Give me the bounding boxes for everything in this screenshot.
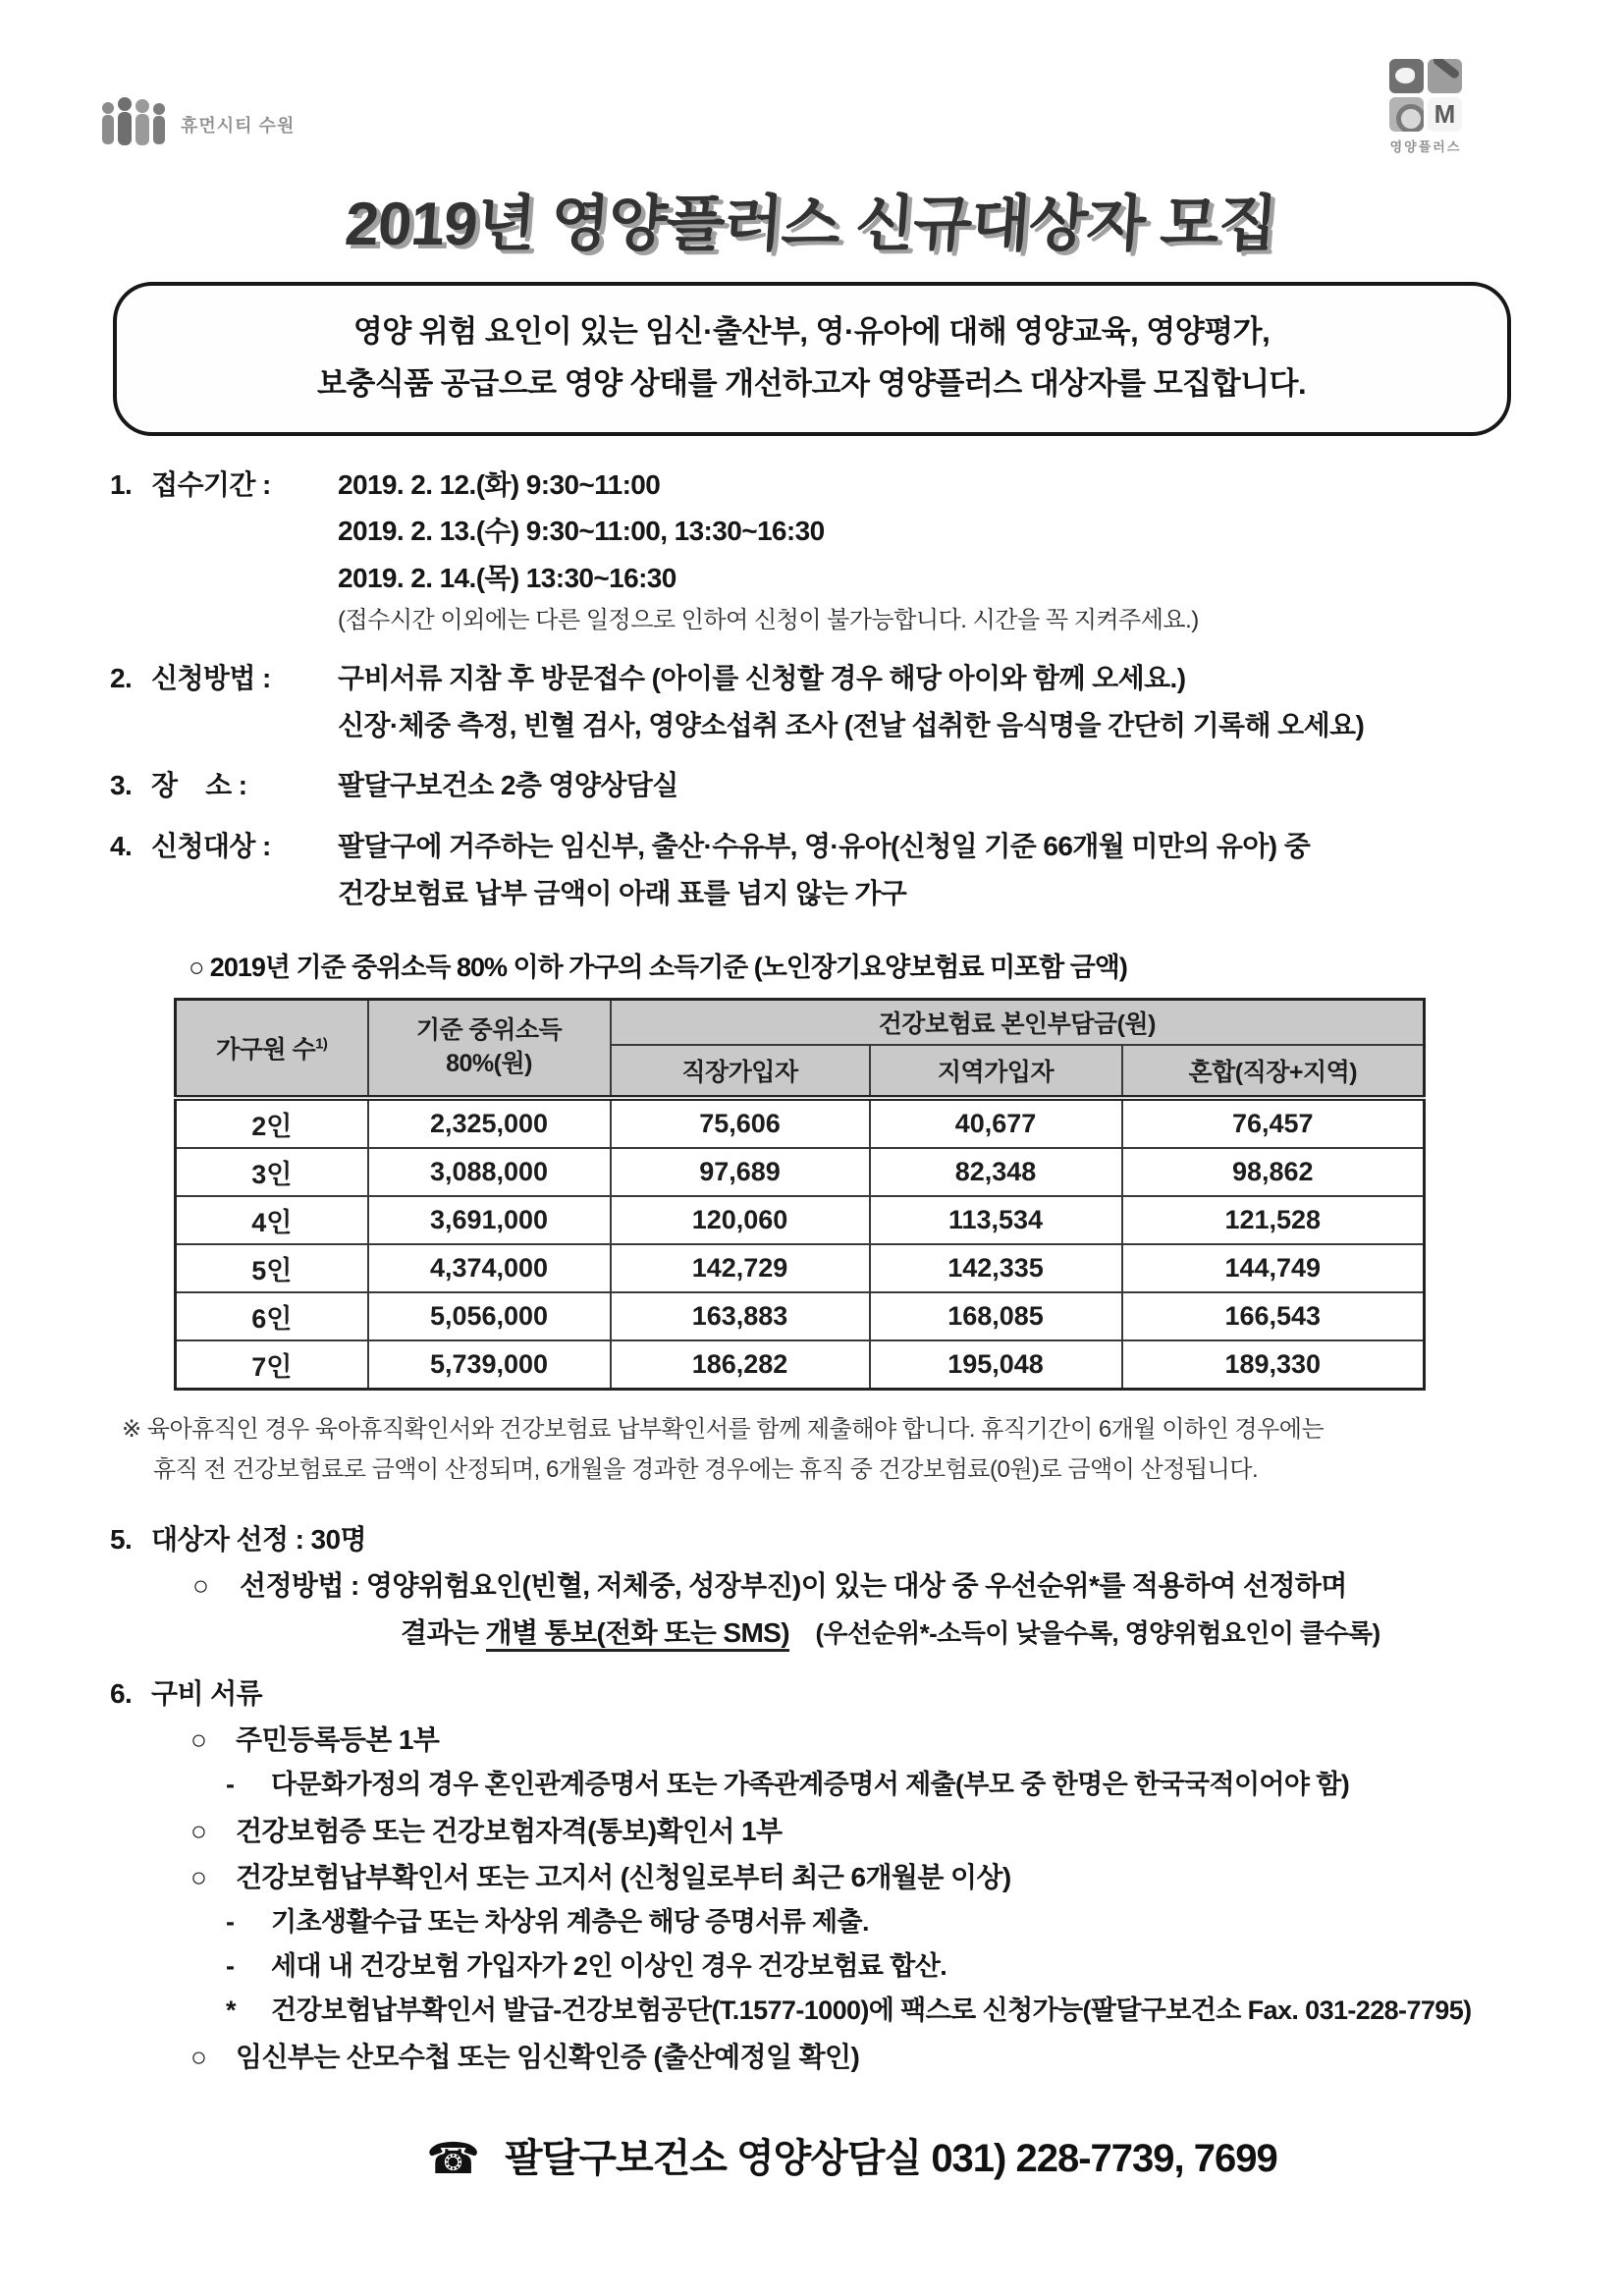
section-label: 신청대상 :: [151, 830, 271, 861]
selection-result-underlined: 개별 통보(전화 또는 SMS): [486, 1617, 789, 1652]
table-cell: 144,749: [1122, 1244, 1425, 1292]
documents-heading: 구비 서류: [151, 1677, 262, 1709]
table-cell: 3,088,000: [368, 1148, 611, 1196]
doc-subitem: [110, 1944, 1594, 1989]
doc-subitem: [110, 1900, 1594, 1944]
table-cell: 113,534: [870, 1196, 1122, 1244]
doc-subitem: [110, 1763, 1594, 1807]
income-table-title: ○ 2019년 기준 중위소득 80% 이하 가구의 소득기준 (노인장기요양보험료 미포함 금액): [189, 953, 1127, 983]
section-number: 5.: [110, 1523, 133, 1555]
doc-item-text: 임신부는 산모수첩 또는 임신확인증 (출산예정일 확인): [236, 2041, 860, 2072]
table-cell: 168,085: [870, 1292, 1122, 1340]
circle-bullet: ○: [190, 2041, 207, 2072]
section-required-documents: [110, 1670, 1594, 2080]
suwon-logo-label: 휴먼시티 수원: [181, 115, 296, 136]
logo-square-2: [1428, 59, 1462, 93]
doc-item-text: 세대 내 건강보험 가입자가 2인 이상인 경우 건강보험료 합산.: [271, 1950, 947, 1981]
table-row: [176, 1340, 1425, 1390]
table-cell: 2인: [176, 1098, 368, 1148]
doc-item: [110, 1854, 1594, 1900]
table-cell: 7인: [176, 1340, 368, 1390]
section-place: [110, 762, 1594, 809]
doc-item: [110, 2034, 1594, 2080]
dash-bullet: -: [226, 1906, 235, 1937]
col-household-size: 가구원 수$^{1)}$: [176, 1000, 368, 1099]
table-cell: 121,528: [1122, 1196, 1425, 1244]
table-cell: 82,348: [870, 1148, 1122, 1196]
table-cell: 5인: [176, 1244, 368, 1292]
circle-bullet: ○: [190, 1815, 207, 1846]
intro-line-1: 영양 위험 요인이 있는 임신·출산부, 영·유아에 대해 영양교육, 영양평가,: [352, 314, 1271, 349]
table-row: [176, 1196, 1425, 1244]
section-number: 1.: [110, 468, 133, 500]
nutriplus-grid-icon: [1389, 59, 1462, 132]
table-note-line-2: 휴직 전 건강보험료로 금액이 산정되며, 6개월을 경과한 경우에는 휴직 중 건강보험료(0원)로 금액이 산정됩니다.: [153, 1455, 1259, 1483]
intro-box: [113, 282, 1511, 436]
table-cell: 3인: [176, 1148, 368, 1196]
col-insurance-span: 건강보험료 본인부담금(원): [611, 1000, 1425, 1046]
table-cell: 163,883: [611, 1292, 870, 1340]
reception-date-2: 2019. 2. 13.(수) 9:30~11:00, 13:30~16:30: [338, 516, 825, 547]
nutriplus-logo-label: 영양플러스: [1389, 139, 1462, 154]
doc-item-text: 건강보험납부확인서 또는 고지서 (신청일로부터 최근 6개월분 이상): [236, 1861, 1011, 1892]
table-cell: 76,457: [1122, 1098, 1425, 1148]
section-reception-period: [110, 462, 1594, 642]
doc-subitem: [110, 1989, 1594, 2033]
section-number: 4.: [110, 830, 133, 861]
dash-bullet: -: [226, 1770, 235, 1800]
table-cell: 97,689: [611, 1148, 870, 1196]
table-cell: 186,282: [611, 1340, 870, 1390]
col-workplace-subscriber: 직장가입자: [611, 1045, 870, 1098]
table-row: [176, 1292, 1425, 1340]
doc-item-text: 주민등록등본 1부: [236, 1724, 440, 1756]
col-median-income: 기준 중위소득 80%(원): [368, 1000, 611, 1099]
col-regional-subscriber: 지역가입자: [870, 1045, 1122, 1098]
selection-method-label: 선정방법 :: [240, 1570, 366, 1602]
section-number: 3.: [110, 770, 133, 801]
footer-contact: [110, 2127, 1594, 2184]
reception-note: (접수시간 이외에는 다른 일정으로 인하여 신청이 불가능합니다. 시간을 꼭 지켜주세요.): [338, 607, 1199, 634]
section-apply-method: [110, 655, 1594, 748]
phone-icon: ☎: [426, 2134, 480, 2183]
reception-date-1: 2019. 2. 12.(화) 9:30~11:00: [338, 468, 661, 500]
table-row: [176, 1098, 1425, 1148]
circle-bullet: ○: [190, 1861, 207, 1892]
table-cell: 142,335: [870, 1244, 1122, 1292]
asterisk-bullet: *: [226, 1995, 236, 2026]
content: [0, 436, 1623, 2184]
income-criteria-table: [174, 998, 1426, 1391]
section-selection: [110, 1516, 1594, 1657]
table-cell: 166,543: [1122, 1292, 1425, 1340]
reception-date-3: 2019. 2. 14.(목) 13:30~16:30: [338, 562, 676, 593]
selection-method-text: 영양위험요인(빈혈, 저체중, 성장부진)이 있는 대상 중 우선순위*를 적용하여 선정하며: [365, 1570, 1347, 1602]
dash-bullet: -: [226, 1950, 235, 1981]
table-cell: 4,374,000: [368, 1244, 611, 1292]
table-cell: 120,060: [611, 1196, 870, 1244]
page-title: 2019년 영양플러스 신규대상자 모집: [343, 191, 1279, 258]
table-cell: 98,862: [1122, 1148, 1425, 1196]
intro-line-2: 보충식품 공급으로 영양 상태를 개선하고자 영양플러스 대상자를 모집합니다.: [316, 366, 1307, 402]
place-text: 팔달구보건소 2층 영양상담실: [338, 770, 678, 801]
table-cell: 5,056,000: [368, 1292, 611, 1340]
doc-item-text: 기초생활수급 또는 차상위 계층은 해당 증명서류 제출.: [271, 1906, 869, 1937]
circle-bullet: ○: [192, 1570, 209, 1602]
logo-square-1: [1389, 59, 1424, 93]
logo-square-4: M: [1428, 97, 1462, 132]
doc-item-text: 건강보험증 또는 건강보험자격(통보)확인서 1부: [236, 1815, 783, 1846]
section-number: 2.: [110, 663, 133, 694]
col-mixed-subscriber: 혼합(직장+지역): [1122, 1045, 1425, 1098]
table-cell: 4인: [176, 1196, 368, 1244]
section-label: 장 소 :: [151, 770, 247, 801]
selection-priority-hint: (우선순위*-소득이 낮을수록, 영양위험요인이 클수록): [788, 1617, 1380, 1648]
nutriplus-logo: [1363, 59, 1488, 155]
section-label: 접수기간 :: [151, 468, 271, 500]
table-row: [176, 1148, 1425, 1196]
doc-item-text: 다문화가정의 경우 혼인관계증명서 또는 가족관계증명서 제출(부모 중 한명은 한국국적이어야 함): [271, 1770, 1350, 1800]
table-row: [176, 1244, 1425, 1292]
doc-item-text: 건강보험납부확인서 발급-건강보험공단(T.1577-1000)에 팩스로 신청가능(팔달구보건소 Fax. 031-228-7795): [271, 1995, 1472, 2026]
selection-result-prefix: 결과는: [401, 1616, 486, 1648]
selection-heading: 대상자 선정 : 30명: [151, 1523, 366, 1555]
logo-square-3: [1389, 97, 1424, 132]
apply-method-line-2: 신장·체중 측정, 빈혈 검사, 영양소섭취 조사 (전날 섭취한 음식명을 간단히 기록해 오세요): [338, 709, 1365, 740]
table-cell: 142,729: [611, 1244, 870, 1292]
people-group-icon: [98, 96, 171, 152]
table-cell: 75,606: [611, 1098, 870, 1148]
suwon-city-logo: [98, 96, 295, 152]
section-eligibility: [110, 823, 1594, 916]
table-cell: 5,739,000: [368, 1340, 611, 1390]
table-cell: 189,330: [1122, 1340, 1425, 1390]
footnote-mark: 1): [315, 1035, 328, 1053]
table-cell: 2,325,000: [368, 1098, 611, 1148]
section-number: 6.: [110, 1677, 133, 1709]
apply-method-line-1: 구비서류 지참 후 방문접수 (아이를 신청할 경우 해당 아이와 함께 오세요.): [338, 663, 1186, 694]
table-cell: 40,677: [870, 1098, 1122, 1148]
table-cell: 195,048: [870, 1340, 1122, 1390]
footer-contact-text: 팔달구보건소 영양상담실 031) 228-7739, 7699: [505, 2136, 1277, 2180]
eligibility-line-2: 건강보험료 납부 금액이 아래 표를 넘지 않는 가구: [338, 877, 907, 908]
doc-item: [110, 1808, 1594, 1854]
table-cell: 6인: [176, 1292, 368, 1340]
section-label: 신청방법 :: [151, 663, 271, 694]
table-cell: 3,691,000: [368, 1196, 611, 1244]
table-note-line-1: ※ 육아휴직인 경우 육아휴직확인서와 건강보험료 납부확인서를 함께 제출해야 합니다. 휴직기간이 6개월 이하인 경우에는: [122, 1416, 1325, 1444]
circle-bullet: ○: [190, 1724, 207, 1756]
table-note: [122, 1410, 1594, 1491]
doc-item: [110, 1717, 1594, 1763]
eligibility-line-1: 팔달구에 거주하는 임신부, 출산·수유부, 영·유아(신청일 기준 66개월 미만의 유아) 중: [338, 830, 1311, 861]
